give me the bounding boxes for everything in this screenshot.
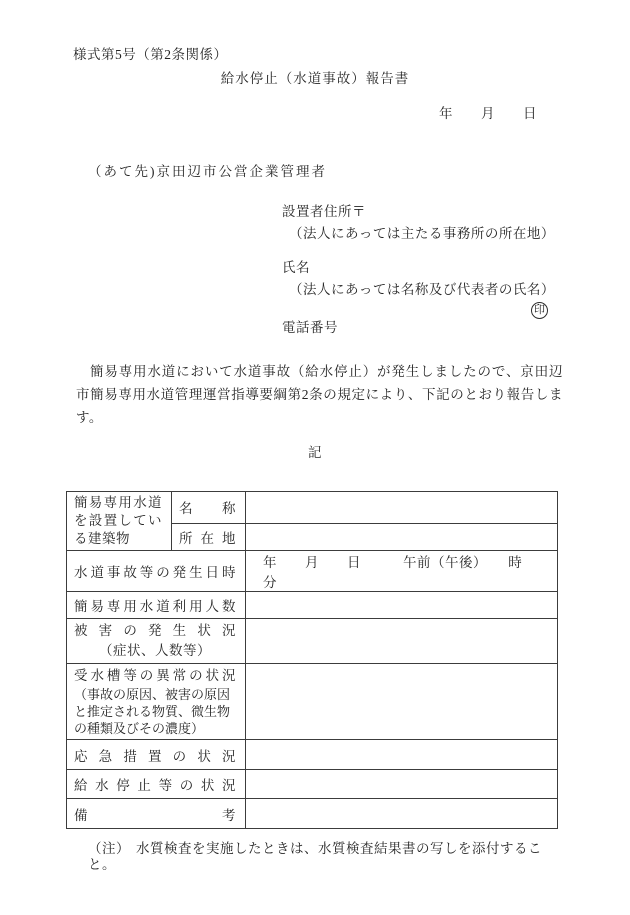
seal-mark: 印 [531, 302, 548, 319]
remarks-label-cell: 備考 [67, 799, 246, 829]
emergency-measures-value-cell [246, 740, 558, 770]
building-label: 簡易専用水道を設置している建築物 [74, 495, 162, 546]
submitter-name-label: 氏名 [282, 260, 310, 275]
bottom-note-text: 水質検査を実施したときは、水質検査結果書の写しを添付すること。 [88, 841, 542, 872]
form-number: 様式第5号（第2条関係） [73, 47, 228, 62]
tank-abnormality-label: 受水槽等の異常の状況 [74, 668, 236, 683]
submitter-block [282, 201, 564, 339]
submitter-phone-label: 電話番号 [282, 320, 338, 335]
damage-status-value-cell [246, 619, 558, 664]
users-count-label-cell: 簡易専用水道利用人数 [67, 592, 246, 619]
building-address-label-cell: 所在地 [172, 523, 246, 550]
building-name-value-cell [246, 492, 558, 524]
addressee-line: （あて先)京田辺市公営企業管理者 [88, 164, 327, 179]
damage-status-sublabel: （症状、人数等） [99, 643, 211, 658]
document-title: 給水停止（水道事故）報告書 [220, 71, 410, 86]
incident-datetime-value-cell: 年 月 日 午前（午後） 時 分 [246, 551, 558, 592]
remarks-value-cell [246, 799, 558, 829]
incident-datetime-label-cell: 水道事故等の発生日時 [67, 551, 246, 592]
body-paragraph: 簡易専用水道において水道事故（給水停止）が発生しましたので、京田辺市簡易専用水道管理運営指導要綱第2条の規定により、下記のとおり報告します。 [76, 364, 563, 425]
tank-abnormality-subline-2: と推定される物質、微生物 [74, 704, 231, 719]
supply-stop-value-cell [246, 770, 558, 799]
damage-status-label: 被害の発生状況 [74, 623, 236, 638]
record-mark: 記 [308, 445, 322, 460]
tank-abnormality-label-cell [67, 664, 246, 740]
report-date-line: 年 月 日 [439, 106, 537, 121]
submitter-address-note: （法人にあっては主たる事務所の所在地） [289, 226, 555, 241]
building-name-label-cell: 名称 [172, 492, 246, 524]
report-form-table [66, 491, 558, 829]
building-label-cell [67, 492, 172, 551]
submitter-name-note: （法人にあっては名称及び代表者の氏名） [289, 282, 555, 297]
tank-abnormality-sublabel [74, 686, 236, 737]
emergency-measures-label-cell: 応急措置の状況 [67, 740, 246, 770]
supply-stop-label-cell: 給水停止等の状況 [67, 770, 246, 799]
bottom-note [88, 841, 564, 873]
submitter-address-label: 設置者住所〒 [282, 204, 366, 219]
building-address-value-cell [246, 523, 558, 550]
bottom-note-label: （注） [88, 841, 130, 856]
damage-status-label-cell [67, 619, 246, 664]
users-count-value-cell [246, 592, 558, 619]
seal-line [282, 301, 548, 317]
tank-abnormality-value-cell [246, 664, 558, 740]
tank-abnormality-subline-1: （事故の原因、被害の原因 [74, 687, 231, 702]
tank-abnormality-subline-3: の種類及びその濃度） [74, 721, 205, 736]
